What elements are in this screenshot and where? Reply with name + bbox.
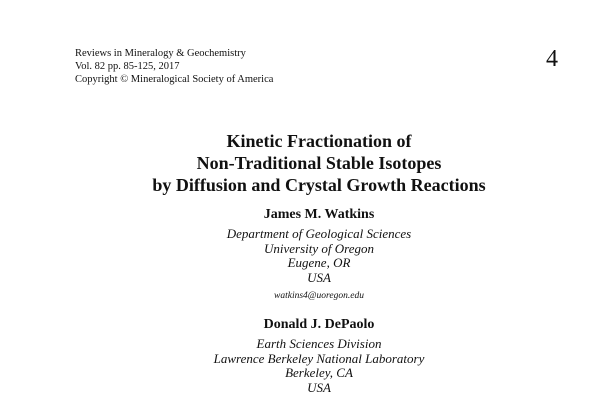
- author-name-2: Donald J. DePaolo: [263, 317, 375, 332]
- author-affiliation-2: [60, 337, 578, 395]
- journal-header: [75, 47, 273, 86]
- affiliation-line: Department of Geological Sciences: [226, 226, 412, 241]
- affiliation-line: Earth Sciences Division: [256, 336, 382, 351]
- copyright-line: Copyright © Mineralogical Society of America: [75, 74, 274, 85]
- affiliation-line: University of Oregon: [264, 240, 374, 256]
- author-email-1[interactable]: watkins4@uoregon.edu: [274, 291, 364, 301]
- affiliation-line: Lawrence Berkeley National Laboratory: [213, 350, 425, 366]
- volume-info: Vol. 82 pp. 85-125, 2017: [75, 61, 180, 72]
- title-line-3: by Diffusion and Crystal Growth Reactions: [152, 175, 486, 195]
- author-affiliation-1: [60, 227, 578, 285]
- affiliation-line: Berkeley, CA: [285, 365, 353, 380]
- author-name-1: James M. Watkins: [263, 207, 375, 222]
- paper-title: [60, 130, 578, 196]
- affiliation-line: USA: [307, 379, 331, 395]
- title-line-2: Non-Traditional Stable Isotopes: [196, 153, 442, 173]
- title-line-1: Kinetic Fractionation of: [226, 131, 412, 151]
- affiliation-line: Eugene, OR: [287, 255, 351, 270]
- affiliation-line: USA: [307, 269, 331, 285]
- journal-name: Reviews in Mineralogy & Geochemistry: [75, 48, 246, 59]
- chapter-number: 4: [546, 46, 558, 72]
